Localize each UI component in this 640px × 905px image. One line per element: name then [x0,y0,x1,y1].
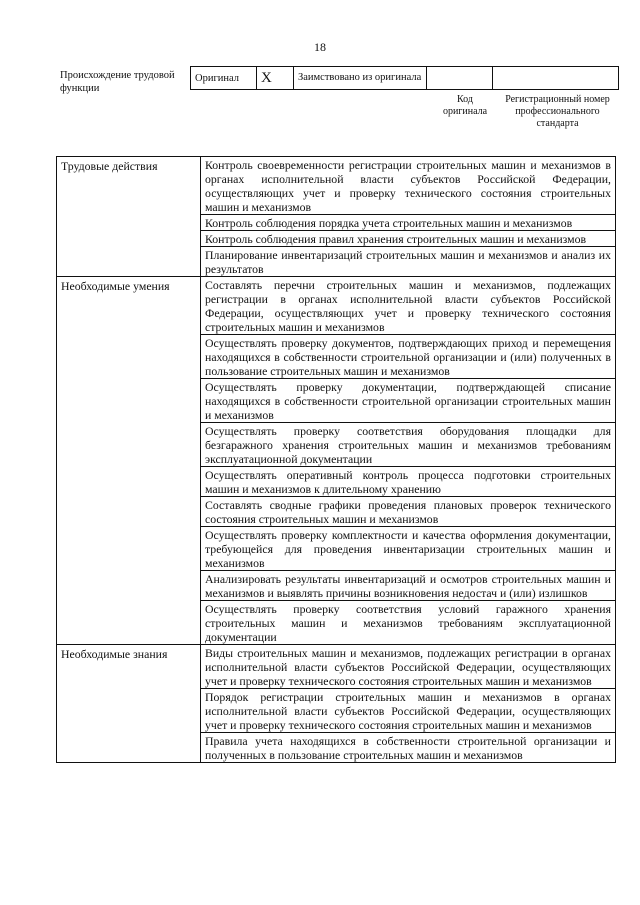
section-title: Необходимые умения [57,277,201,645]
code-caption: Код оригинала [442,94,488,117]
section-item: Осуществлять оперативный контроль процесса подготовки строительных машин и механизмов к длительному хранению [201,467,616,497]
function-table-body [57,157,616,763]
section-item: Составлять сводные графики проведения плановых проверок технического состояния строительных машин и механизмов [201,497,616,527]
borrowed-cell: Заимствовано из оригинала [294,67,427,90]
section-title: Трудовые действия [57,157,201,277]
section-item: Осуществлять проверку документации, подтверждающей списание находящихся в собственности строительной организации строительных машин и механизмов [201,379,616,423]
section-item: Контроль соблюдения правил хранения строительных машин и механизмов [201,231,616,247]
section-item: Осуществлять проверку комплектности и качества оформления документации, требующейся для проведения инвентаризации строительных машин и механизмов [201,527,616,571]
table-row [57,277,616,335]
section-item: Контроль соблюдения порядка учета строительных машин и механизмов [201,215,616,231]
table-row [57,157,616,215]
section-item: Осуществлять проверку соответствия условий гаражного хранения строительных машин и механизмов требованиям эксплуатационной документации [201,601,616,645]
origin-row [191,67,619,90]
section-item: Виды строительных машин и механизмов, подлежащих регистрации в органах исполнительной власти субъектов Российской Федерации, осуществляющих учет и проверку технического состояния строительных машин и механизмов [201,645,616,689]
function-table [56,156,616,763]
reg-caption: Регистрационный номер профессионального стандарта [505,94,610,129]
original-mark: X [257,67,294,90]
page-number: 18 [314,40,326,54]
table-row [57,645,616,689]
section-item: Составлять перечни строительных машин и механизмов, подлежащих регистрации в органах исполнительной власти субъектов Российской Федерации, осуществляющих учет и проверку технического состояния строительных машин и механизмов [201,277,616,335]
section-title: Необходимые знания [57,645,201,763]
section-item: Контроль своевременности регистрации строительных машин и механизмов в органах исполнительной власти субъектов Российской Федерации, осуществляющих учет и проверку технического состояния строительных машин и механизмов [201,157,616,215]
reg-number-cell [493,67,619,90]
section-item: Анализировать результаты инвентаризаций и осмотров строительных машин и механизмов и выявлять причины возникновения недостач и (или) излишков [201,571,616,601]
section-item: Порядок регистрации строительных машин и механизмов в органах исполнительной власти субъектов Российской Федерации, осуществляющих учет и проверку технического состояния строительных машин и механизмов [201,689,616,733]
section-item: Осуществлять проверку документов, подтверждающих приход и перемещения находящихся в собственности строительной организации и (или) полученных в пользование строительных машин и механизмов [201,335,616,379]
section-item: Правила учета находящихся в собственности строительной организации и полученных в пользование строительных машин и механизмов [201,733,616,763]
origin-table [190,66,619,90]
section-item: Осуществлять проверку соответствия оборудования площадки для безгаражного хранения строительных машин и механизмов требованиям эксплуатационной документации [201,423,616,467]
section-item: Планирование инвентаризаций строительных машин и механизмов и анализ их результатов [201,247,616,277]
original-cell: Оригинал [191,67,257,90]
code-cell [427,67,493,90]
origin-label: Происхождение трудовой функции [60,70,175,94]
